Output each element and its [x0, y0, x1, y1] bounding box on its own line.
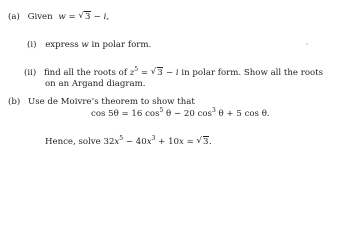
sub-ii-eq: = — [138, 68, 151, 78]
hence-mid1: − 40 — [123, 137, 147, 147]
given-sqrt — [78, 13, 90, 22]
sub-i-var: w — [81, 40, 89, 50]
given-rest: − i, — [90, 12, 110, 22]
hence-var1: x — [114, 137, 120, 147]
sub-ii-exp: 5 — [134, 66, 139, 73]
sub-question-ii-line2: on an Argand diagram. — [45, 79, 146, 89]
identity-equation — [91, 107, 270, 119]
sub-ii-sqrt — [151, 69, 163, 78]
hence-exp1: 5 — [119, 135, 124, 142]
part-b-label: (b) — [8, 97, 21, 107]
part-a-label: (a) — [8, 12, 20, 22]
given-radicand: 3 — [84, 12, 91, 22]
hence-mid2: + 10 — [155, 137, 180, 147]
identity-exp1: 5 — [159, 107, 164, 114]
sub-ii-rest: − i — [163, 68, 179, 78]
identity-mid1: θ − 20 cos — [163, 109, 212, 119]
hence-eq: = — [183, 137, 197, 147]
part-b-heading — [8, 98, 195, 107]
sub-i-label: (i) — [27, 40, 37, 50]
sub-ii-base: z — [129, 68, 135, 78]
hence-end: . — [209, 137, 212, 147]
sub-i-post: in polar form. — [91, 40, 152, 50]
sub-ii-radicand: 3 — [157, 68, 163, 78]
hence-radicand: 3 — [203, 137, 209, 147]
part-b-intro: Use de Moivre’s theorem to show that — [27, 97, 195, 107]
hence-exp2: 3 — [151, 135, 156, 142]
hence-var2: x — [146, 137, 152, 147]
sub-ii-post: in polar form. Show all the roots — [178, 68, 324, 78]
hence-var3: x — [179, 137, 184, 147]
part-a-heading — [8, 13, 109, 22]
given-eq: = — [65, 12, 79, 22]
sub-ii-pre: find all the roots of — [43, 68, 128, 78]
sub-question-ii — [24, 66, 324, 78]
scan-speck — [306, 43, 308, 45]
identity-lhs: cos 5θ = 16 cos — [91, 109, 160, 119]
sub-question-i — [27, 41, 151, 50]
sub-ii-label: (ii) — [24, 68, 37, 78]
identity-exp2: 3 — [211, 107, 216, 114]
hence-solve — [45, 135, 212, 147]
hence-sqrt — [197, 138, 209, 147]
identity-mid2: θ + 5 cos θ. — [215, 109, 270, 119]
given-lhs: w — [58, 12, 66, 22]
sub-i-pre: express — [45, 40, 79, 50]
part-a-intro: Given — [27, 12, 53, 22]
hence-pre: Hence, solve 32 — [45, 137, 115, 147]
